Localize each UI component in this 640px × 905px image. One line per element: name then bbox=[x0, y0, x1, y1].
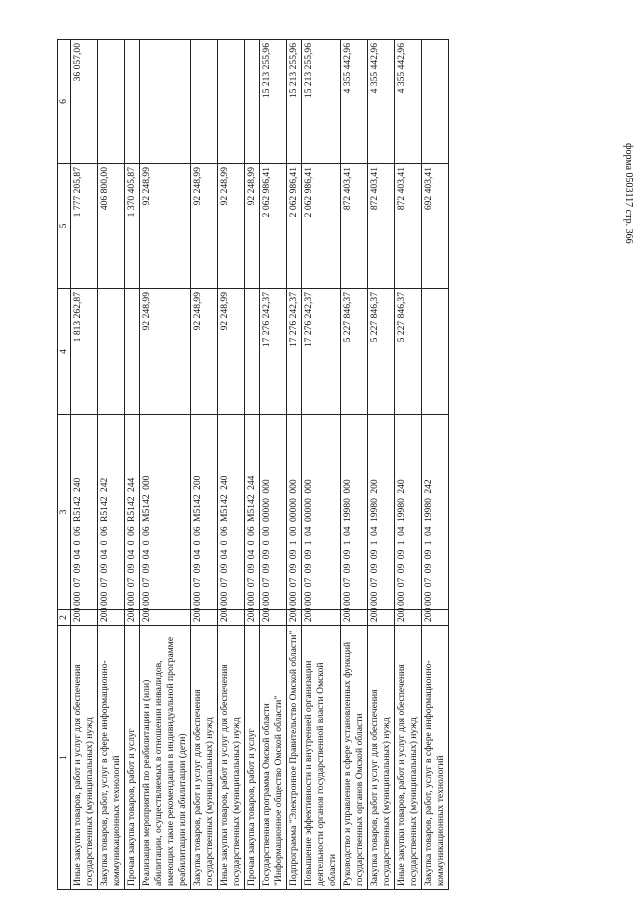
row-unexecuted: 36 057,00 bbox=[71, 40, 98, 164]
row-line-code: 200 bbox=[259, 610, 286, 626]
form-reference: форма 0503117 стр. 366 bbox=[623, 143, 634, 244]
row-line-code: 200 bbox=[301, 610, 340, 626]
row-description: Иные закупки товаров, работ и услуг для обеспечения государственных (муниципальных) нужд bbox=[217, 626, 244, 890]
column-header: 4 bbox=[58, 289, 71, 415]
table-row bbox=[421, 40, 448, 890]
row-description: Закупка товаров, работ и услуг для обеспечения государственных (муниципальных) нужд bbox=[367, 626, 394, 890]
table-row bbox=[259, 40, 286, 890]
column-header: 3 bbox=[58, 415, 71, 610]
row-line-code: 200 bbox=[139, 610, 190, 626]
row-line-code: 200 bbox=[244, 610, 259, 626]
row-budget-code: 000 07 09 09 1 04 19980 240 bbox=[394, 415, 421, 610]
row-description: Прочая закупка товаров, работ и услуг bbox=[244, 626, 259, 890]
row-line-code: 200 bbox=[394, 610, 421, 626]
row-executed: 406 800,00 bbox=[97, 164, 124, 289]
row-budget-code: 000 07 09 04 0 06 M5142 000 bbox=[139, 415, 190, 610]
row-approved: 5 227 846,37 bbox=[394, 289, 421, 415]
row-unexecuted bbox=[124, 40, 139, 164]
row-description: Иные закупки товаров, работ и услуг для обеспечения государственных (муниципальных) нужд bbox=[394, 626, 421, 890]
row-unexecuted: 15 213 255,96 bbox=[301, 40, 340, 164]
row-approved: 92 248,99 bbox=[217, 289, 244, 415]
row-approved: 17 276 242,37 bbox=[286, 289, 301, 415]
row-unexecuted: 15 213 255,96 bbox=[259, 40, 286, 164]
budget-execution-table bbox=[57, 39, 449, 890]
column-number-row bbox=[58, 40, 71, 890]
row-executed: 1 777 205,87 bbox=[71, 164, 98, 289]
table-row bbox=[286, 40, 301, 890]
table-row bbox=[394, 40, 421, 890]
row-unexecuted bbox=[190, 40, 217, 164]
row-description: Закупка товаров, работ, услуг в сфере информационно-коммуникационных технологий bbox=[421, 626, 448, 890]
row-approved bbox=[244, 289, 259, 415]
row-unexecuted bbox=[244, 40, 259, 164]
table-row bbox=[71, 40, 98, 890]
row-budget-code: 000 07 09 04 0 06 R5142 240 bbox=[71, 415, 98, 610]
row-executed: 2 062 986,41 bbox=[259, 164, 286, 289]
row-line-code: 200 bbox=[286, 610, 301, 626]
row-executed: 92 248,99 bbox=[139, 164, 190, 289]
row-executed: 872 403,41 bbox=[340, 164, 367, 289]
table-row bbox=[124, 40, 139, 890]
row-budget-code: 000 07 09 09 1 00 00000 000 bbox=[286, 415, 301, 610]
row-executed: 872 403,41 bbox=[367, 164, 394, 289]
row-approved bbox=[421, 289, 448, 415]
table-row bbox=[139, 40, 190, 890]
row-line-code: 200 bbox=[367, 610, 394, 626]
row-executed: 1 370 405,87 bbox=[124, 164, 139, 289]
row-unexecuted: 4 355 442,96 bbox=[340, 40, 367, 164]
column-header: 5 bbox=[58, 164, 71, 289]
row-line-code: 200 bbox=[190, 610, 217, 626]
row-description: Подпрограмма "Электронное Правительство Омской области" bbox=[286, 626, 301, 890]
row-budget-code: 000 07 09 04 0 06 R5142 242 bbox=[97, 415, 124, 610]
row-approved: 92 248,99 bbox=[139, 289, 190, 415]
row-approved: 17 276 242,37 bbox=[259, 289, 286, 415]
row-line-code: 200 bbox=[340, 610, 367, 626]
row-line-code: 200 bbox=[421, 610, 448, 626]
row-description: Руководство и управление в сфере установленных функций государственных органов Омской области bbox=[340, 626, 367, 890]
row-budget-code: 000 07 09 09 1 04 19980 000 bbox=[340, 415, 367, 610]
table-row bbox=[367, 40, 394, 890]
row-approved: 1 813 262,87 bbox=[71, 289, 98, 415]
column-header: 6 bbox=[58, 40, 71, 164]
column-header: 1 bbox=[58, 626, 71, 890]
row-description: Закупка товаров, работ, услуг в сфере информационно-коммуникационных технологий bbox=[97, 626, 124, 890]
row-approved: 92 248,99 bbox=[190, 289, 217, 415]
row-approved: 5 227 846,37 bbox=[367, 289, 394, 415]
row-executed: 92 248,99 bbox=[190, 164, 217, 289]
column-header: 2 bbox=[58, 610, 71, 626]
row-approved bbox=[124, 289, 139, 415]
table-row bbox=[244, 40, 259, 890]
row-budget-code: 000 07 09 04 0 06 M5142 244 bbox=[244, 415, 259, 610]
row-description: Государственная программа Омской области "Информационное общество Омской области" bbox=[259, 626, 286, 890]
row-line-code: 200 bbox=[124, 610, 139, 626]
row-line-code: 200 bbox=[217, 610, 244, 626]
row-description: Повышение эффективности и внутренней организации деятельности органов государственной власти Омской области bbox=[301, 626, 340, 890]
table-row bbox=[301, 40, 340, 890]
row-budget-code: 000 07 09 04 0 06 M5142 240 bbox=[217, 415, 244, 610]
row-unexecuted bbox=[97, 40, 124, 164]
row-unexecuted: 4 355 442,96 bbox=[394, 40, 421, 164]
row-line-code: 200 bbox=[97, 610, 124, 626]
row-unexecuted bbox=[139, 40, 190, 164]
row-executed: 872 403,41 bbox=[394, 164, 421, 289]
row-unexecuted bbox=[421, 40, 448, 164]
row-description: Закупка товаров, работ и услуг для обеспечения государственных (муниципальных) нужд bbox=[190, 626, 217, 890]
row-executed: 692 403,41 bbox=[421, 164, 448, 289]
row-unexecuted: 4 355 442,96 bbox=[367, 40, 394, 164]
row-executed: 92 248,99 bbox=[244, 164, 259, 289]
row-description: Иные закупки товаров, работ и услуг для обеспечения государственных (муниципальных) нужд bbox=[71, 626, 98, 890]
row-unexecuted: 15 213 255,96 bbox=[286, 40, 301, 164]
row-unexecuted bbox=[217, 40, 244, 164]
row-budget-code: 000 07 09 04 0 06 M5142 200 bbox=[190, 415, 217, 610]
row-budget-code: 000 07 09 04 0 06 R5142 244 bbox=[124, 415, 139, 610]
row-description: Прочая закупка товаров, работ и услуг bbox=[124, 626, 139, 890]
row-budget-code: 000 07 09 09 0 00 00000 000 bbox=[259, 415, 286, 610]
row-executed: 92 248,99 bbox=[217, 164, 244, 289]
row-line-code: 200 bbox=[71, 610, 98, 626]
row-executed: 2 062 986,41 bbox=[286, 164, 301, 289]
table-row bbox=[190, 40, 217, 890]
row-description: Реализация мероприятий по реабилитации и (или) абилитации, осуществляемых в отношении инвалидов, имеющих такие рекомендации в индивидуальной программе реабилитации или абилитации (дети) bbox=[139, 626, 190, 890]
row-approved bbox=[97, 289, 124, 415]
rotated-report-sheet bbox=[57, 40, 589, 890]
row-budget-code: 000 07 09 09 1 04 00000 000 bbox=[301, 415, 340, 610]
row-budget-code: 000 07 09 09 1 04 19980 242 bbox=[421, 415, 448, 610]
row-approved: 17 276 242,37 bbox=[301, 289, 340, 415]
row-approved: 5 227 846,37 bbox=[340, 289, 367, 415]
table-row bbox=[217, 40, 244, 890]
table-row bbox=[340, 40, 367, 890]
table-row bbox=[97, 40, 124, 890]
row-budget-code: 000 07 09 09 1 04 19980 200 bbox=[367, 415, 394, 610]
row-executed: 2 062 986,41 bbox=[301, 164, 340, 289]
